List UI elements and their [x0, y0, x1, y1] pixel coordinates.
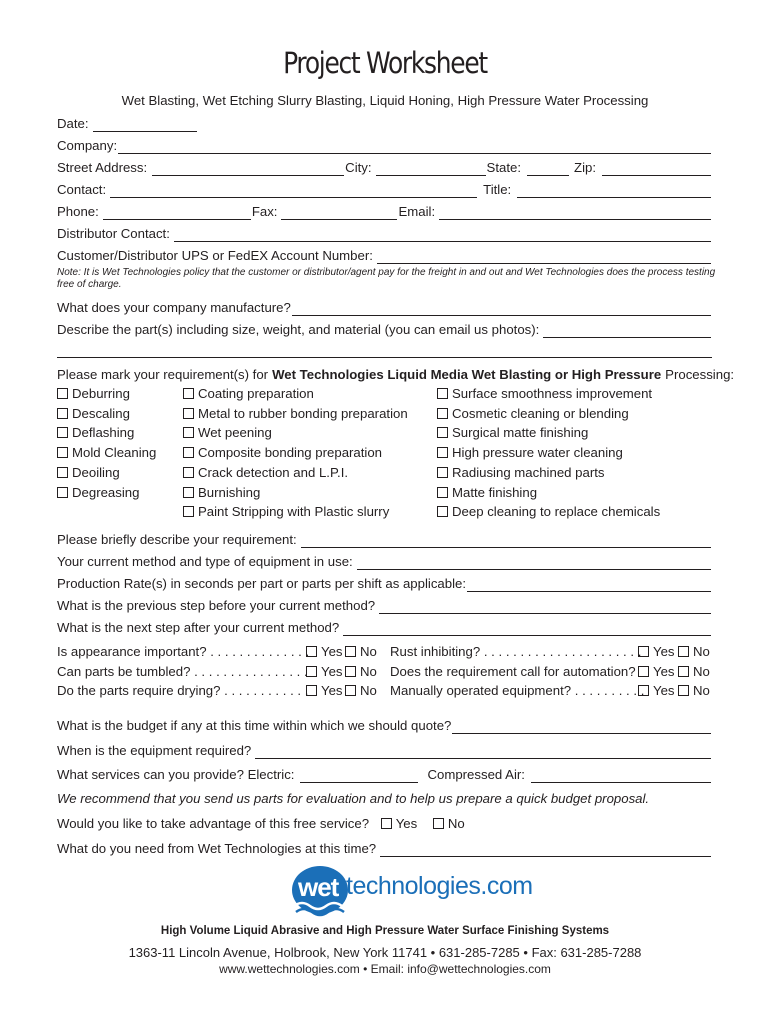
- electric-label: What services can you provide? Electric:: [57, 767, 295, 782]
- contact-row: [57, 182, 712, 198]
- footer-tagline: High Volume Liquid Abrasive and High Pressure Water Surface Finishing Systems: [160, 925, 610, 937]
- when-field[interactable]: [255, 746, 711, 759]
- requirement-option[interactable]: [57, 485, 139, 501]
- requirements-intro: [57, 367, 735, 383]
- yes-label: Yes: [321, 644, 343, 659]
- yes-no-question: Do the parts require drying? . . . . . . . . . . . .: [57, 683, 309, 698]
- yes-option[interactable]: [638, 683, 675, 699]
- requirement-checkbox[interactable]: [183, 408, 194, 419]
- need-row: [57, 841, 712, 857]
- title-field[interactable]: [517, 185, 711, 198]
- requirement-option[interactable]: [437, 445, 623, 461]
- method-label: Your current method and type of equipment in use:: [57, 554, 353, 569]
- requirement-label: Descaling: [72, 405, 130, 421]
- date-label: Date:: [57, 116, 89, 131]
- distributor-row: [57, 226, 712, 242]
- requirement-option[interactable]: [57, 425, 134, 441]
- yes-option[interactable]: [306, 683, 343, 699]
- requirement-label: Deep cleaning to replace chemicals: [452, 504, 661, 520]
- requirements-intro-pre: Please mark your requirement(s) for: [57, 367, 269, 382]
- yes-checkbox[interactable]: [306, 646, 317, 657]
- yes-checkbox[interactable]: [306, 666, 317, 677]
- requirement-option[interactable]: [57, 406, 130, 422]
- method-row: [57, 554, 712, 570]
- requirement-option[interactable]: [437, 465, 604, 481]
- describe-req-field[interactable]: [301, 535, 711, 548]
- requirement-checkbox[interactable]: [183, 427, 194, 438]
- requirement-checkbox[interactable]: [437, 427, 448, 438]
- requirement-checkbox[interactable]: [57, 467, 68, 478]
- requirement-checkbox[interactable]: [437, 447, 448, 458]
- requirement-checkbox[interactable]: [57, 487, 68, 498]
- need-label: What do you need from Wet Technologies at this time?: [57, 841, 377, 856]
- yes-option[interactable]: [306, 664, 343, 680]
- yes-option[interactable]: [306, 644, 343, 660]
- budget-label: What is the budget if any at this time within which we should quote?: [57, 718, 452, 733]
- yes-no-question: Can parts be tumbled? . . . . . . . . . . . . . . . .: [57, 663, 308, 679]
- prev-label: What is the previous step before your current method?: [57, 598, 376, 613]
- describe-req-row: [57, 532, 712, 548]
- requirement-label: Wet peening: [198, 425, 272, 441]
- subtitle: Wet Blasting, Wet Etching Slurry Blasting, Liquid Honing, High Pressure Water Processing: [121, 93, 649, 108]
- contact-label: Contact:: [57, 182, 107, 197]
- requirement-option[interactable]: [183, 465, 348, 481]
- requirements-intro-post: Processing:: [665, 367, 735, 382]
- logo-rest-text: technologies.com: [346, 872, 533, 900]
- company-label: Company:: [57, 138, 118, 153]
- footer-address: 1363-11 Lincoln Avenue, Holbrook, New York 11741 • 631-285-7285 • Fax: 631-285-7288: [128, 945, 642, 960]
- free-no-checkbox[interactable]: [433, 818, 444, 829]
- yes-option[interactable]: [638, 664, 675, 680]
- fax-label: Fax:: [251, 204, 278, 219]
- requirement-label: Mold Cleaning: [72, 445, 157, 461]
- requirement-checkbox[interactable]: [57, 427, 68, 438]
- no-option[interactable]: [345, 644, 377, 660]
- budget-field[interactable]: [452, 721, 711, 734]
- no-option[interactable]: [678, 683, 710, 699]
- requirement-checkbox[interactable]: [437, 467, 448, 478]
- electric-field[interactable]: [300, 770, 418, 783]
- requirement-checkbox[interactable]: [57, 388, 68, 399]
- requirement-label: Surgical matte finishing: [452, 425, 589, 441]
- state-label: State:: [486, 160, 522, 175]
- yes-checkbox[interactable]: [638, 666, 649, 677]
- requirement-option[interactable]: [183, 504, 389, 520]
- requirement-label: Composite bonding preparation: [198, 445, 383, 461]
- describe-label: Describe the part(s) including size, weight, and material (you can email us photos):: [57, 322, 540, 337]
- requirement-label: Coating preparation: [198, 386, 314, 401]
- account-field[interactable]: [377, 251, 711, 264]
- requirement-option[interactable]: [437, 485, 537, 501]
- requirement-checkbox[interactable]: [437, 388, 448, 399]
- manufacture-field[interactable]: [292, 303, 711, 316]
- describe-req-label: Please briefly describe your requirement:: [57, 532, 297, 547]
- requirement-checkbox[interactable]: [183, 467, 194, 478]
- no-label: No: [693, 644, 710, 659]
- free-no-label: No: [447, 816, 465, 831]
- free-yes-label: Yes: [395, 816, 418, 831]
- next-row: [57, 620, 712, 636]
- no-checkbox[interactable]: [345, 685, 356, 696]
- no-label: No: [360, 644, 377, 659]
- requirement-checkbox[interactable]: [437, 487, 448, 498]
- yes-no-question: Rust inhibiting? . . . . . . . . . . . . . . . . . . . . . .: [390, 644, 642, 659]
- phone-field[interactable]: [103, 207, 251, 220]
- zip-field[interactable]: [602, 163, 711, 176]
- yes-label: Yes: [653, 644, 675, 659]
- no-label: No: [360, 683, 377, 698]
- company-field[interactable]: [118, 141, 711, 154]
- requirement-label: Burnishing: [198, 484, 261, 500]
- requirement-label: Paint Stripping with Plastic slurry: [198, 504, 390, 520]
- no-option[interactable]: [345, 683, 377, 699]
- next-label: What is the next step after your current method?: [57, 620, 340, 635]
- requirement-label: Degreasing: [72, 484, 140, 500]
- free-yes-option[interactable]: [381, 816, 418, 831]
- street-field[interactable]: [152, 163, 344, 176]
- contact-field[interactable]: [110, 185, 477, 198]
- city-field[interactable]: [376, 163, 486, 176]
- logo-wet-text: wet: [298, 872, 339, 902]
- footer-web: www.wettechnologies.com • Email: info@wettechnologies.com: [219, 962, 551, 976]
- air-field[interactable]: [531, 770, 711, 783]
- yes-checkbox[interactable]: [638, 646, 649, 657]
- street-label: Street Address:: [57, 160, 148, 175]
- yes-option[interactable]: [638, 644, 675, 660]
- requirement-checkbox[interactable]: [183, 388, 194, 399]
- requirement-label: Cosmetic cleaning or blending: [452, 405, 629, 421]
- phone-row: [57, 204, 712, 220]
- rate-label: Production Rate(s) in seconds per part or parts per shift as applicable:: [57, 576, 467, 591]
- yes-no-question: Manually operated equipment? . . . . . . . . . .: [390, 683, 645, 698]
- requirement-option[interactable]: [437, 386, 652, 402]
- requirement-option[interactable]: [183, 406, 408, 422]
- no-checkbox[interactable]: [678, 685, 689, 696]
- free-service-row: [57, 816, 465, 832]
- company-row: [57, 138, 712, 154]
- wet-technologies-logo: [290, 862, 533, 922]
- account-row: [57, 248, 712, 264]
- no-option[interactable]: [678, 664, 710, 680]
- yes-no-question: Does the requirement call for automation?: [390, 663, 636, 679]
- air-label: Compressed Air:: [427, 767, 525, 782]
- requirement-checkbox[interactable]: [437, 506, 448, 517]
- no-label: No: [693, 663, 710, 679]
- no-option[interactable]: [345, 664, 377, 680]
- no-option[interactable]: [678, 644, 710, 660]
- requirement-label: Surface smoothness improvement: [452, 386, 653, 401]
- page-title: Project Worksheet: [283, 46, 487, 80]
- manufacture-label: What does your company manufacture?: [57, 300, 291, 315]
- requirement-label: Metal to rubber bonding preparation: [198, 405, 408, 421]
- email-field[interactable]: [439, 207, 711, 220]
- distributor-field[interactable]: [174, 229, 711, 242]
- manufacture-row: [57, 300, 712, 316]
- requirement-option[interactable]: [437, 504, 660, 520]
- yes-label: Yes: [653, 663, 675, 679]
- rate-field[interactable]: [467, 579, 711, 592]
- requirement-label: Matte finishing: [452, 484, 538, 500]
- yes-checkbox[interactable]: [638, 685, 649, 696]
- requirement-checkbox[interactable]: [183, 487, 194, 498]
- no-checkbox[interactable]: [345, 646, 356, 657]
- yes-label: Yes: [321, 683, 343, 698]
- describe-field[interactable]: [543, 325, 711, 338]
- phone-label: Phone:: [57, 204, 99, 219]
- next-field[interactable]: [343, 623, 711, 636]
- requirement-checkbox[interactable]: [183, 447, 194, 458]
- requirement-checkbox[interactable]: [437, 408, 448, 419]
- prev-field[interactable]: [379, 601, 711, 614]
- requirement-option[interactable]: [437, 406, 629, 422]
- recommend-text: We recommend that you send us parts for evaluation and to help us prepare a quick budget proposal.: [57, 791, 650, 806]
- requirement-option[interactable]: [183, 485, 260, 501]
- yes-checkbox[interactable]: [306, 685, 317, 696]
- prev-row: [57, 598, 712, 614]
- when-label: When is the equipment required?: [57, 743, 252, 758]
- free-service-label: Would you like to take advantage of this free service?: [57, 816, 370, 831]
- freight-note: Note: It is Wet Technologies policy that the customer or distributor/agent pay for the freight in and out and Wet Technologies does the process testing free of charge.: [57, 267, 716, 290]
- fax-field[interactable]: [281, 207, 397, 220]
- account-label: Customer/Distributor UPS or FedEX Account Number:: [57, 248, 373, 263]
- requirement-label: Crack detection and L.P.I.: [198, 464, 349, 480]
- requirement-checkbox[interactable]: [57, 408, 68, 419]
- when-row: [57, 743, 712, 759]
- requirement-label: Deflashing: [72, 425, 135, 441]
- yes-label: Yes: [653, 683, 675, 698]
- describe-field-line-2[interactable]: [57, 357, 712, 358]
- rate-row: [57, 576, 712, 592]
- no-checkbox[interactable]: [678, 646, 689, 657]
- yes-label: Yes: [321, 663, 343, 679]
- requirement-option[interactable]: [183, 445, 382, 461]
- no-label: No: [360, 663, 377, 679]
- requirement-label: Radiusing machined parts: [452, 464, 605, 480]
- state-field[interactable]: [527, 163, 569, 176]
- address-row: [57, 160, 712, 176]
- free-yes-checkbox[interactable]: [381, 818, 392, 829]
- requirements-intro-bold: Wet Technologies Liquid Media Wet Blasting or High Pressure: [272, 367, 662, 382]
- free-no-option[interactable]: [433, 816, 465, 831]
- requirement-option[interactable]: [183, 425, 272, 441]
- no-checkbox[interactable]: [345, 666, 356, 677]
- budget-row: [57, 718, 712, 734]
- distributor-label: Distributor Contact:: [57, 226, 170, 241]
- requirement-label: High pressure water cleaning: [452, 445, 623, 461]
- no-label: No: [693, 683, 710, 698]
- need-field[interactable]: [380, 844, 711, 857]
- requirement-option[interactable]: [57, 445, 156, 461]
- requirement-option[interactable]: [57, 465, 120, 481]
- city-label: City:: [345, 160, 372, 175]
- requirement-option[interactable]: [437, 425, 588, 441]
- method-field[interactable]: [357, 557, 711, 570]
- requirement-label: Deoiling: [72, 464, 120, 480]
- describe-row: [57, 322, 712, 338]
- date-row: [57, 116, 712, 132]
- requirement-checkbox[interactable]: [183, 506, 194, 517]
- requirement-label: Deburring: [72, 386, 130, 401]
- requirement-option[interactable]: [57, 386, 130, 402]
- requirement-checkbox[interactable]: [57, 447, 68, 458]
- services-row: [57, 767, 712, 783]
- yes-no-question: Is appearance important? . . . . . . . . . . . . . .: [57, 644, 310, 659]
- title-label: Title:: [483, 182, 512, 197]
- no-checkbox[interactable]: [678, 666, 689, 677]
- requirement-option[interactable]: [183, 386, 314, 402]
- date-field[interactable]: [93, 119, 197, 132]
- email-label: Email:: [398, 204, 436, 219]
- zip-label: Zip:: [574, 160, 596, 175]
